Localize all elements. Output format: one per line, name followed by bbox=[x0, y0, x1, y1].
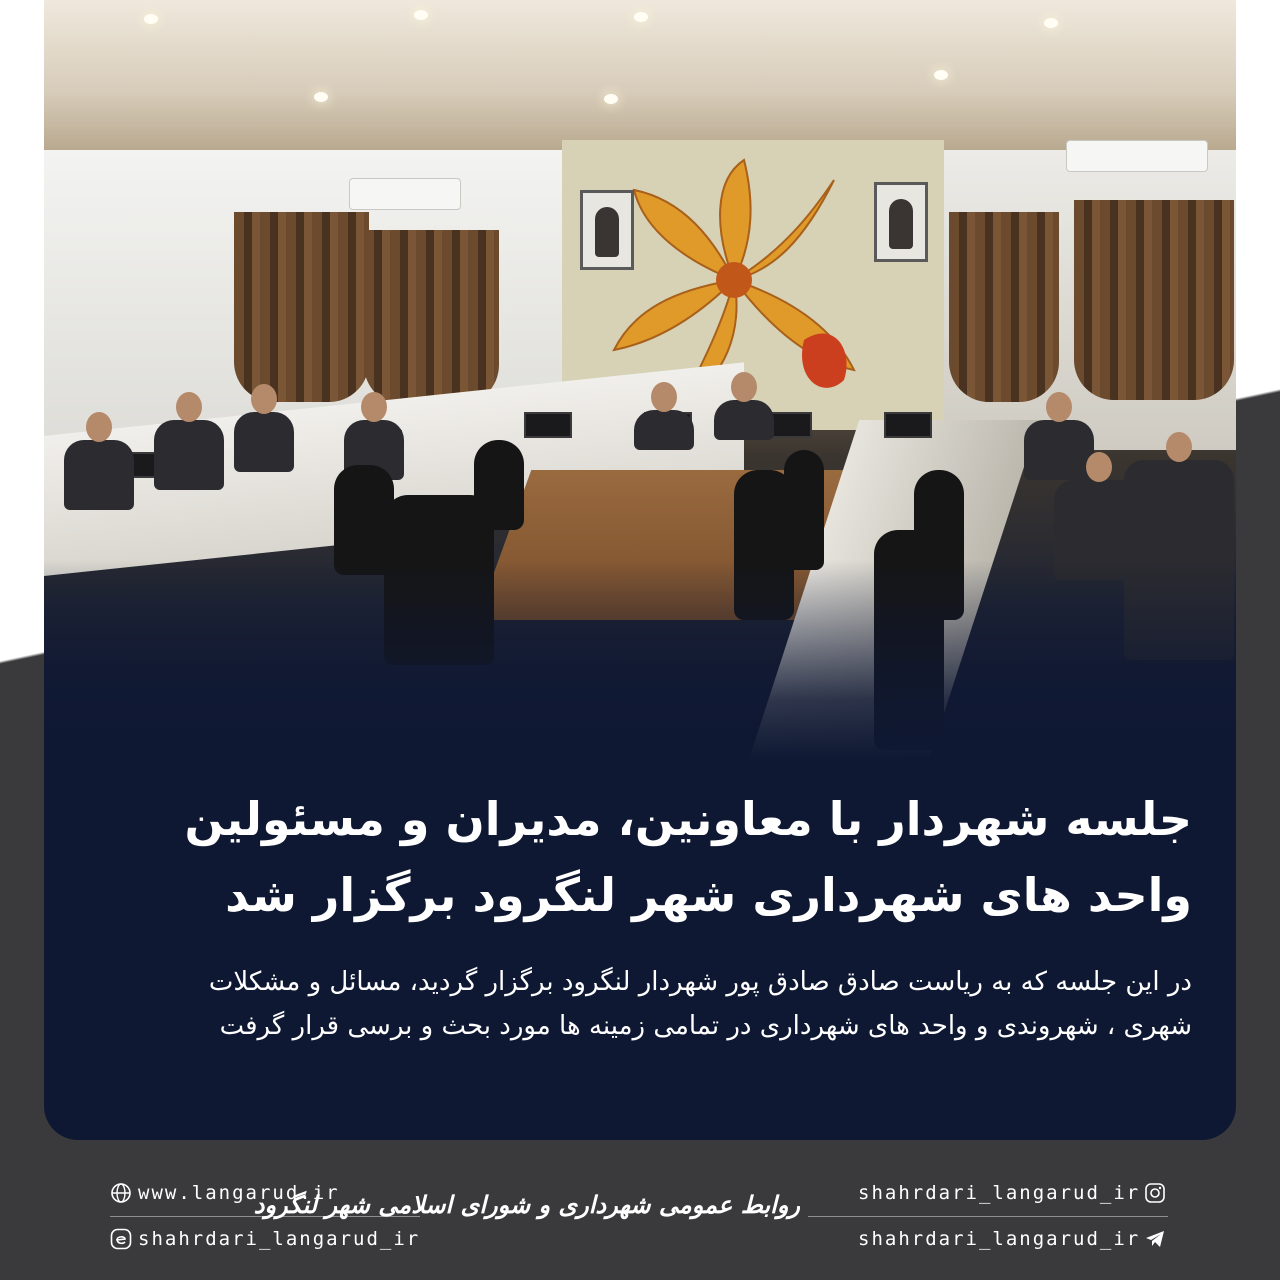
footer bbox=[0, 1160, 1280, 1280]
portrait-frame bbox=[580, 190, 634, 270]
attendee bbox=[234, 412, 294, 472]
headline-line-1: جلسه شهردار با معاونین، مدیران و مسئولین bbox=[184, 792, 1192, 846]
curtain bbox=[949, 212, 1059, 402]
publisher-signature: روابط عمومی شهرداری و شورای اسلامی شهر لنگرود bbox=[253, 1190, 800, 1219]
curtain bbox=[1074, 200, 1234, 400]
headline-line-2: واحد های شهرداری شهر لنگرود برگزار شد bbox=[225, 868, 1192, 922]
footer-divider bbox=[808, 1216, 1168, 1217]
ceiling-light bbox=[414, 10, 428, 20]
news-card bbox=[44, 0, 1236, 1140]
attendee bbox=[64, 440, 134, 510]
attendee bbox=[714, 400, 774, 440]
ceiling-light bbox=[314, 92, 328, 102]
desk-monitor bbox=[884, 412, 932, 438]
eitaa-icon bbox=[110, 1228, 132, 1250]
curtain bbox=[234, 212, 369, 402]
air-conditioner bbox=[349, 178, 461, 210]
ceiling-light bbox=[634, 12, 648, 22]
attendee bbox=[634, 410, 694, 450]
office-chair bbox=[474, 440, 524, 530]
globe-icon bbox=[110, 1182, 132, 1204]
air-conditioner bbox=[1066, 140, 1208, 172]
ceiling bbox=[44, 0, 1236, 150]
photo-fade bbox=[44, 560, 1236, 760]
ceiling-light bbox=[144, 14, 158, 24]
meeting-photo bbox=[44, 0, 1236, 760]
body-line-2: شهری ، شهروندی و واحد های شهرداری در تمامی زمینه ها مورد بحث و برسی قرار گرفت bbox=[219, 1011, 1192, 1041]
eitaa-handle[interactable]: shahrdari_langarud_ir bbox=[138, 1228, 421, 1250]
ceiling-light bbox=[934, 70, 948, 80]
ceiling-light bbox=[604, 94, 618, 104]
office-chair bbox=[784, 450, 824, 570]
attendee bbox=[1024, 420, 1094, 480]
telegram-handle[interactable]: shahrdari_langarud_ir bbox=[858, 1228, 1141, 1250]
ceiling-light bbox=[1044, 18, 1058, 28]
portrait-frame bbox=[874, 182, 928, 262]
body-line-1: در این جلسه که به ریاست صادق صادق پور شهردار لنگرود برگزار گردید، مسائل و مشکلات bbox=[208, 967, 1192, 997]
website-link[interactable]: www.langarud.ir bbox=[138, 1182, 340, 1204]
desk-monitor bbox=[524, 412, 572, 438]
instagram-icon bbox=[1144, 1182, 1166, 1204]
attendee bbox=[154, 420, 224, 490]
telegram-icon bbox=[1144, 1228, 1166, 1250]
instagram-handle[interactable]: shahrdari_langarud_ir bbox=[858, 1182, 1141, 1204]
curtain bbox=[364, 230, 499, 405]
